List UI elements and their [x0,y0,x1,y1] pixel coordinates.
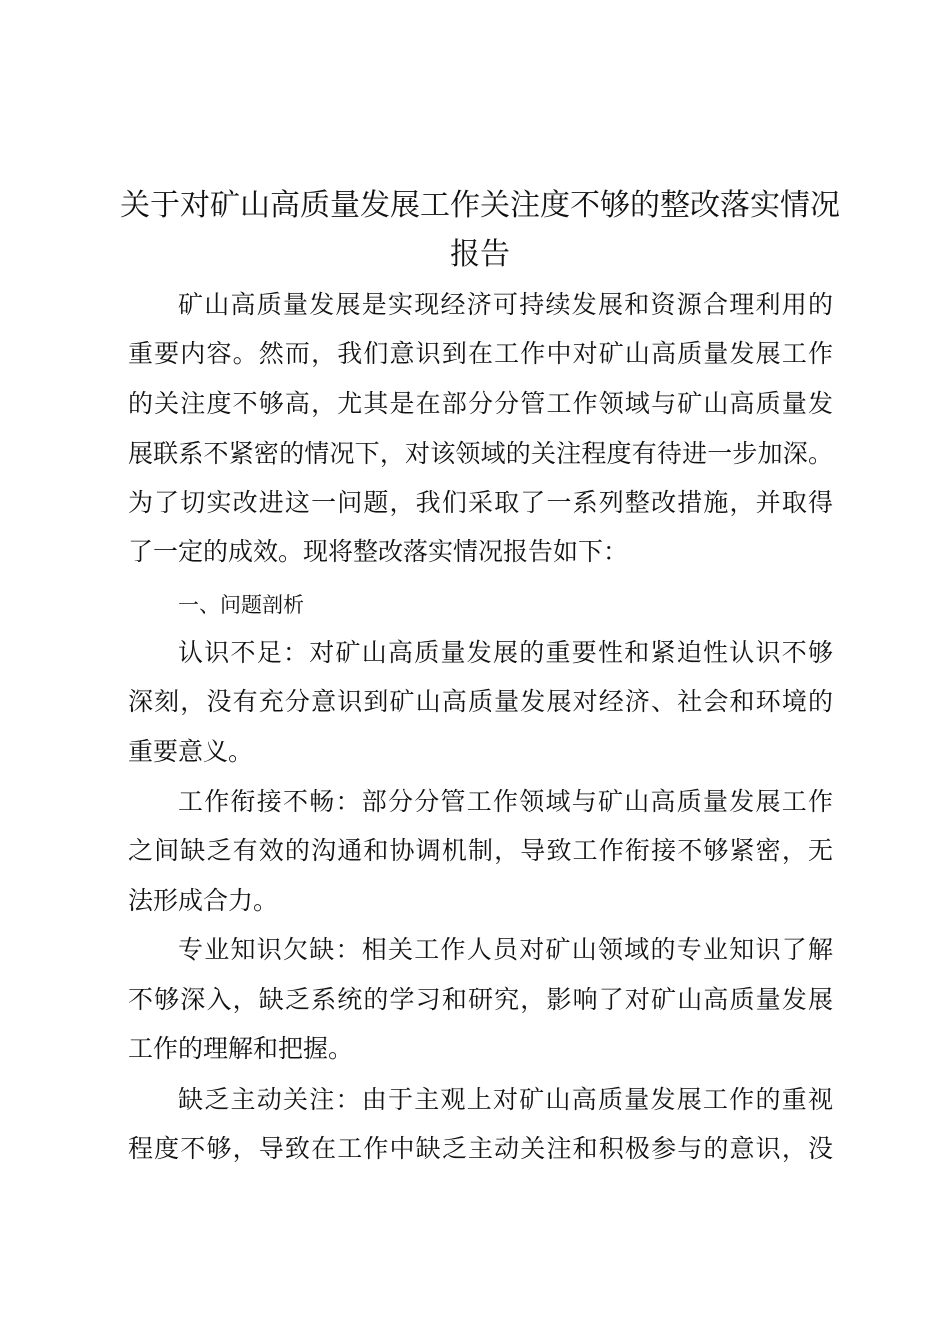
intro-line-1: 矿山高质量发展是实现经济可持续发展和资源合理利用的 [178,290,833,319]
intro-line-5: 为了切实改进这一问题，我们采取了一系列整改措施，并取得 [128,488,833,517]
para3-line-1: 专业知识欠缺：相关工作人员对矿山领域的专业知识了解 [178,935,833,964]
document-title-line-1: 关于对矿山高质量发展工作关注度不够的整改落实情况 [120,188,840,223]
para3-line-3: 工作的理解和把握。 [128,1034,354,1063]
intro-line-4: 展联系不紧密的情况下，对该领域的关注程度有待进一步加深。 [128,439,833,468]
intro-line-6: 了一定的成效。现将整改落实情况报告如下： [128,537,629,566]
para1-line-2: 深刻，没有充分意识到矿山高质量发展对经济、社会和环境的 [128,687,833,716]
section-heading-problem-analysis: 一、问题剖析 [178,593,304,617]
para1-line-3: 重要意义。 [128,737,254,766]
para2-line-1: 工作衔接不畅：部分分管工作领域与矿山高质量发展工作 [178,787,833,816]
para4-line-1: 缺乏主动关注：由于主观上对矿山高质量发展工作的重视 [178,1085,833,1114]
para2-line-3: 法形成合力。 [128,886,279,915]
para4-line-2: 程度不够，导致在工作中缺乏主动关注和积极参与的意识，没 [128,1134,833,1163]
para3-line-2: 不够深入，缺乏系统的学习和研究，影响了对矿山高质量发展 [128,985,833,1014]
intro-line-3: 的关注度不够高，尤其是在部分分管工作领域与矿山高质量发 [128,389,833,418]
para1-line-1: 认识不足：对矿山高质量发展的重要性和紧迫性认识不够 [178,638,833,667]
intro-line-2: 重要内容。然而，我们意识到在工作中对矿山高质量发展工作 [128,339,833,368]
document-title-line-2: 报告 [450,237,510,272]
para2-line-2: 之间缺乏有效的沟通和协调机制，导致工作衔接不够紧密，无 [128,836,833,865]
